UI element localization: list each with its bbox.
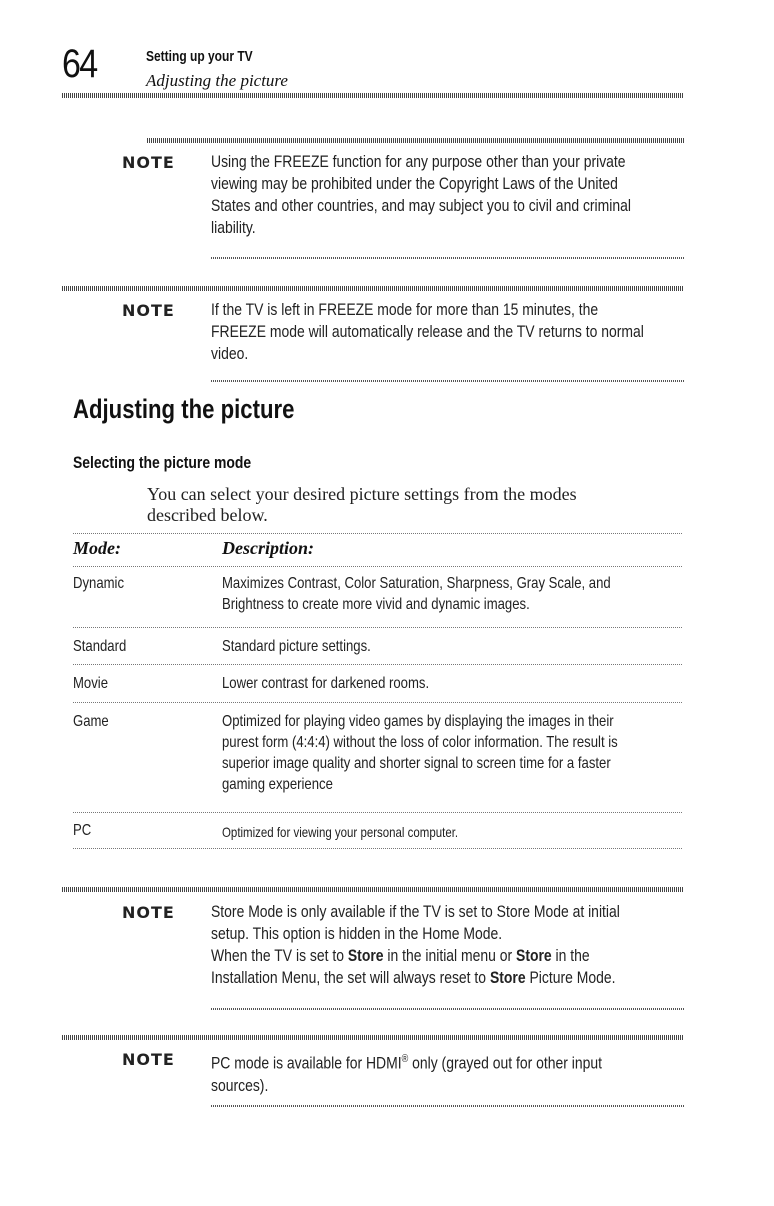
note-line: If the TV is left in FREEZE mode for more than 15 minutes, the: [211, 300, 599, 319]
text-run: Picture Mode.: [525, 968, 616, 987]
note-line: Using the FREEZE function for any purpose other than your private: [211, 152, 626, 171]
note-line: liability.: [211, 218, 256, 237]
note-label: NOTE: [122, 153, 175, 172]
registered-mark: ®: [401, 1053, 409, 1065]
intro-paragraph: You can select your desired picture settings from the modes described below.: [147, 484, 577, 525]
note-top-divider: [147, 138, 684, 143]
table-rule: [73, 627, 683, 628]
description-line: gaming experience: [222, 776, 333, 793]
note-label: NOTE: [122, 301, 175, 320]
note-label: NOTE: [122, 1050, 175, 1069]
description-line: Maximizes Contrast, Color Saturation, Sharpness, Gray Scale, and: [222, 575, 611, 592]
store-emphasis: Store: [516, 946, 552, 965]
table-cell-description: [222, 673, 429, 694]
table-cell-mode: Dynamic: [73, 575, 125, 592]
note-line: viewing may be prohibited under the Copyright Laws of the United: [211, 174, 618, 193]
note-bottom-divider: [211, 1008, 684, 1010]
note-line: setup. This option is hidden in the Home Mode.: [211, 924, 503, 943]
header-divider: [62, 93, 684, 98]
note-bottom-divider: [211, 257, 684, 259]
note-line: [211, 945, 687, 967]
table-rule: [73, 566, 683, 567]
note-top-divider: [62, 286, 684, 291]
note-bottom-divider: [211, 380, 684, 382]
table-rule: [73, 664, 683, 665]
note-label: NOTE: [122, 903, 175, 922]
description-line: Lower contrast for darkened rooms.: [222, 675, 430, 692]
table-cell-mode: Movie: [73, 675, 109, 692]
page-number: 64: [62, 42, 97, 86]
note-top-divider: [62, 887, 684, 892]
table-rule: [73, 812, 683, 813]
note-line: Store Mode is only available if the TV is set to Store Mode at initial: [211, 902, 620, 921]
text-run: only (grayed out for other input: [408, 1053, 602, 1073]
subsection-title: Adjusting the picture: [146, 71, 288, 90]
store-emphasis: Store: [489, 968, 526, 987]
note-bottom-divider: [211, 1105, 684, 1107]
note-line: sources).: [211, 1075, 269, 1095]
table-header-mode: Mode:: [73, 538, 121, 558]
note-line: [211, 1048, 687, 1075]
note-line: video.: [211, 344, 249, 363]
table-header-description: Description:: [222, 538, 314, 558]
description-line: Brightness to create more vivid and dynamic images.: [222, 596, 530, 613]
description-line: superior image quality and shorter signal to screen time for a faster: [222, 755, 611, 772]
section-title: Setting up your TV: [146, 48, 253, 65]
description-line: purest form (4:4:4) without the loss of color information. The result is: [222, 734, 618, 751]
note-line: FREEZE mode will automatically release and the TV returns to normal: [211, 322, 644, 341]
table-rule: [73, 533, 683, 534]
description-line: Standard picture settings.: [222, 638, 371, 655]
note-line: [211, 967, 687, 989]
table-cell-description: [222, 822, 458, 843]
note-text: [211, 299, 687, 365]
note-line: States and other countries, and may subject you to civil and criminal: [211, 196, 631, 215]
note-text: [211, 1048, 687, 1097]
table-cell-description: [222, 636, 371, 657]
table-rule: [73, 702, 683, 703]
text-run: When the TV is set to: [211, 946, 348, 965]
description-line: Optimized for viewing your personal computer.: [222, 824, 459, 840]
table-rule: [73, 848, 683, 849]
note-text: [211, 151, 687, 239]
store-emphasis: Store: [347, 946, 384, 965]
text-run: in the initial menu or: [383, 946, 517, 965]
table-cell-mode: Standard: [73, 638, 127, 655]
table-cell-mode: Game: [73, 713, 109, 730]
description-line: Optimized for playing video games by displaying the images in their: [222, 713, 614, 730]
table-cell-mode: PC: [73, 822, 92, 839]
table-cell-description: [222, 573, 611, 615]
note-text: [211, 901, 687, 989]
section-heading: Adjusting the picture: [73, 394, 295, 424]
text-run: PC mode is available for HDMI: [211, 1053, 402, 1073]
subsection-heading: Selecting the picture mode: [73, 453, 252, 472]
table-cell-description: [222, 711, 618, 795]
text-run: Installation Menu, the set will always reset to: [211, 968, 490, 987]
note-top-divider: [62, 1035, 684, 1040]
text-run: in the: [551, 946, 590, 965]
